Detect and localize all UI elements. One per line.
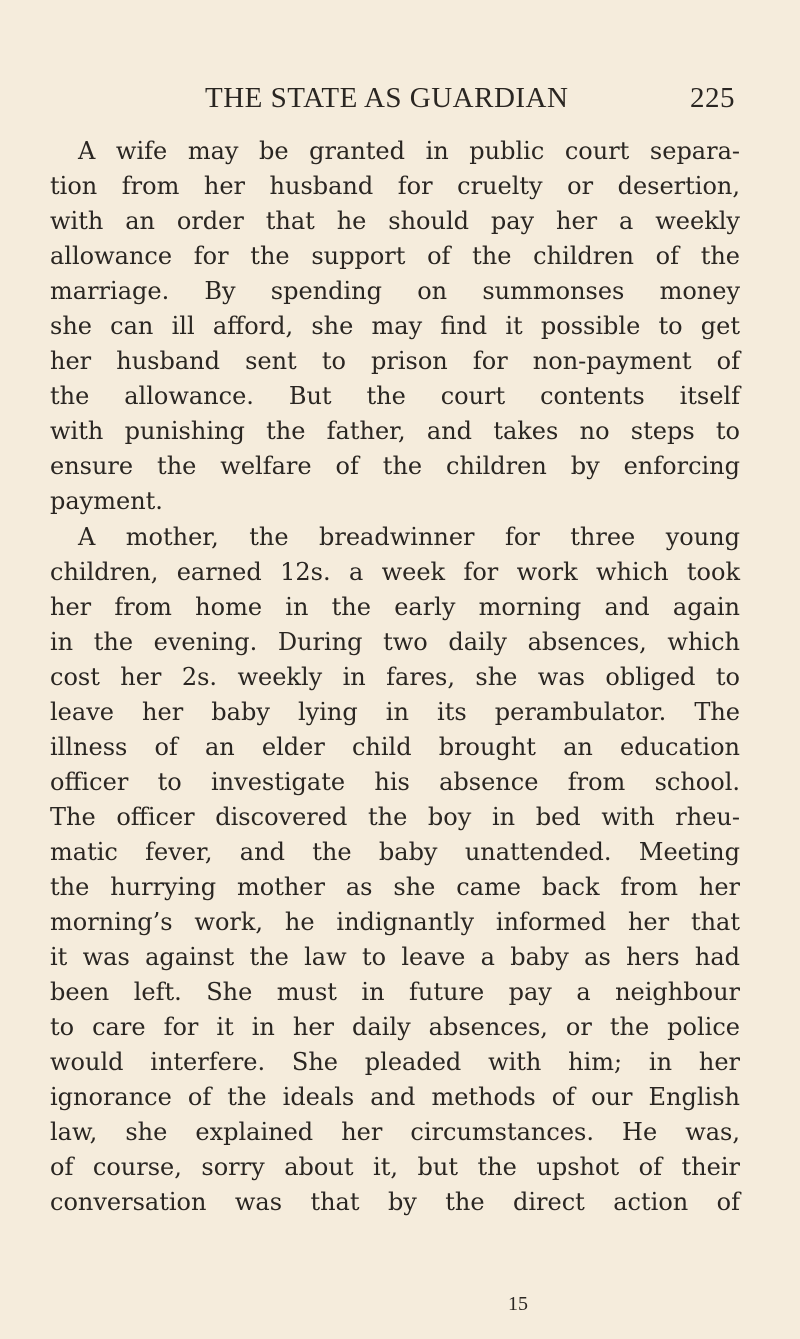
text-line: law, she explained her circumstances. He was,: [50, 1118, 740, 1147]
text-line: A mother, the breadwinner for three young: [78, 522, 740, 551]
text-line: officer to investigate his absence from school.: [50, 767, 740, 796]
text-line: children, earned 12s. a week for work which took: [50, 557, 740, 586]
text-line: marriage. By spending on summonses money: [50, 277, 740, 306]
text-line: tion from her husband for cruelty or desertion,: [50, 172, 740, 201]
running-head: [205, 82, 735, 118]
text-line: her husband sent to prison for non-payment of: [50, 347, 740, 376]
text-line: she can ill afford, she may find it possible to get: [50, 312, 740, 341]
text-line: the hurrying mother as she came back from her: [50, 872, 740, 901]
page-number: 225: [690, 82, 735, 114]
text-line: conversation was that by the direct action of: [50, 1188, 740, 1217]
text-line: matic fever, and the baby unattended. Meeting: [50, 837, 740, 866]
text-line: to care for it in her daily absences, or the police: [50, 1013, 740, 1042]
text-line: A wife may be granted in public court separa-: [78, 137, 740, 165]
text-line: leave her baby lying in its perambulator. The: [50, 697, 740, 726]
text-line: allowance for the support of the children of the: [50, 242, 740, 271]
text-line: ignorance of the ideals and methods of our English: [50, 1083, 740, 1112]
text-line: it was against the law to leave a baby as hers had: [50, 943, 740, 972]
signature-mark: 15: [508, 1293, 528, 1315]
text-line: with an order that he should pay her a weekly: [50, 207, 740, 236]
text-line: payment.: [50, 487, 163, 516]
text-line: ensure the welfare of the children by enforcing: [50, 452, 740, 481]
text-line: her from home in the early morning and again: [50, 592, 740, 621]
text-line: of course, sorry about it, but the upshot of their: [50, 1153, 740, 1182]
text-line: in the evening. During two daily absences, which: [50, 627, 740, 656]
body-text: [50, 134, 740, 1220]
text-line: illness of an elder child brought an education: [50, 732, 740, 761]
text-line: the allowance. But the court contents itself: [50, 382, 740, 411]
text-line: been left. She must in future pay a neighbour: [50, 978, 740, 1007]
text-line: The officer discovered the boy in bed with rheu-: [50, 802, 740, 831]
running-title: THE STATE AS GUARDIAN: [205, 82, 569, 114]
text-line: morning’s work, he indignantly informed her that: [50, 908, 740, 937]
text-line: cost her 2s. weekly in fares, she was obliged to: [50, 662, 740, 691]
text-line: would interfere. She pleaded with him; in her: [50, 1048, 740, 1077]
text-line: with punishing the father, and takes no steps to: [50, 417, 740, 446]
